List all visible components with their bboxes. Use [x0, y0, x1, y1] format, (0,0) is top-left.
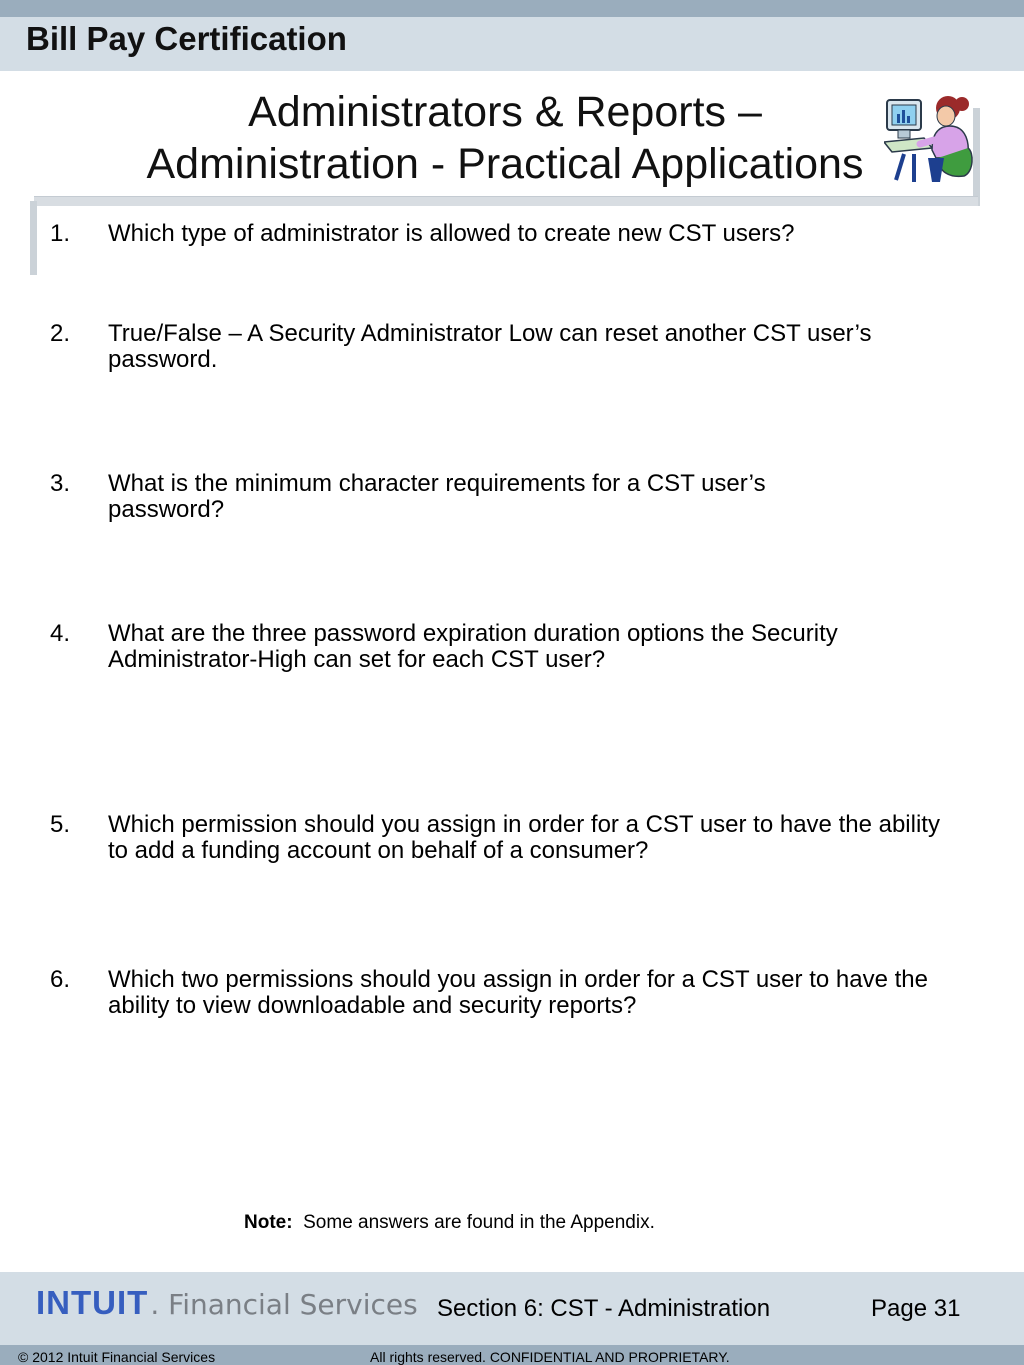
note-text: Some answers are found in the Appendix.: [303, 1212, 655, 1233]
question-number: 6.: [50, 966, 71, 993]
question-number: 4.: [50, 620, 71, 647]
question-number: 1.: [50, 220, 71, 247]
frame-left-border: [30, 201, 37, 275]
rights-text: All rights reserved. CONFIDENTIAL AND PROPRIETARY.: [370, 1349, 730, 1365]
question-item: [50, 321, 960, 373]
section-label: Section 6: CST - Administration: [437, 1295, 771, 1322]
note-label: Note:: [244, 1212, 293, 1233]
heading-line-2: Administration - Practical Applications: [146, 140, 864, 188]
logo-suffix: . Financial Services: [150, 1288, 418, 1321]
question-number: 2.: [50, 320, 71, 347]
heading-line-1: Administrators & Reports –: [248, 88, 762, 136]
question-text: What are the three password expiration duration options the Security Administrator-High can set for each CST user?: [108, 620, 838, 673]
question-text: What is the minimum character requirements for a CST user’s password?: [108, 470, 766, 523]
question-item: [50, 621, 960, 673]
question-item: [50, 471, 960, 523]
logo-brand: INTUIT: [36, 1284, 149, 1321]
document-title: Bill Pay Certification: [26, 20, 347, 57]
frame-right-border: [973, 108, 980, 206]
question-item: [50, 812, 960, 864]
page-heading: [70, 86, 940, 190]
appendix-note: [244, 1212, 655, 1234]
question-number: 3.: [50, 470, 71, 497]
copyright-text: © 2012 Intuit Financial Services: [18, 1349, 216, 1365]
frame-top-border: [34, 196, 978, 206]
page-number: Page 31: [871, 1295, 961, 1322]
intuit-logo: [36, 1284, 418, 1324]
question-text: Which permission should you assign in order for a CST user to have the ability to add a funding account on behalf of a consumer?: [108, 811, 940, 864]
question-item: [50, 221, 960, 247]
top-strip: [0, 0, 1024, 17]
question-text: Which two permissions should you assign in order for a CST user to have the ability to view downloadable and security reports?: [108, 966, 928, 1019]
question-text: Which type of administrator is allowed to create new CST users?: [108, 220, 795, 247]
question-item: [50, 967, 960, 1019]
person-at-computer-icon: [884, 92, 974, 188]
question-text: True/False – A Security Administrator Low can reset another CST user’s password.: [108, 320, 872, 373]
question-number: 5.: [50, 811, 71, 838]
